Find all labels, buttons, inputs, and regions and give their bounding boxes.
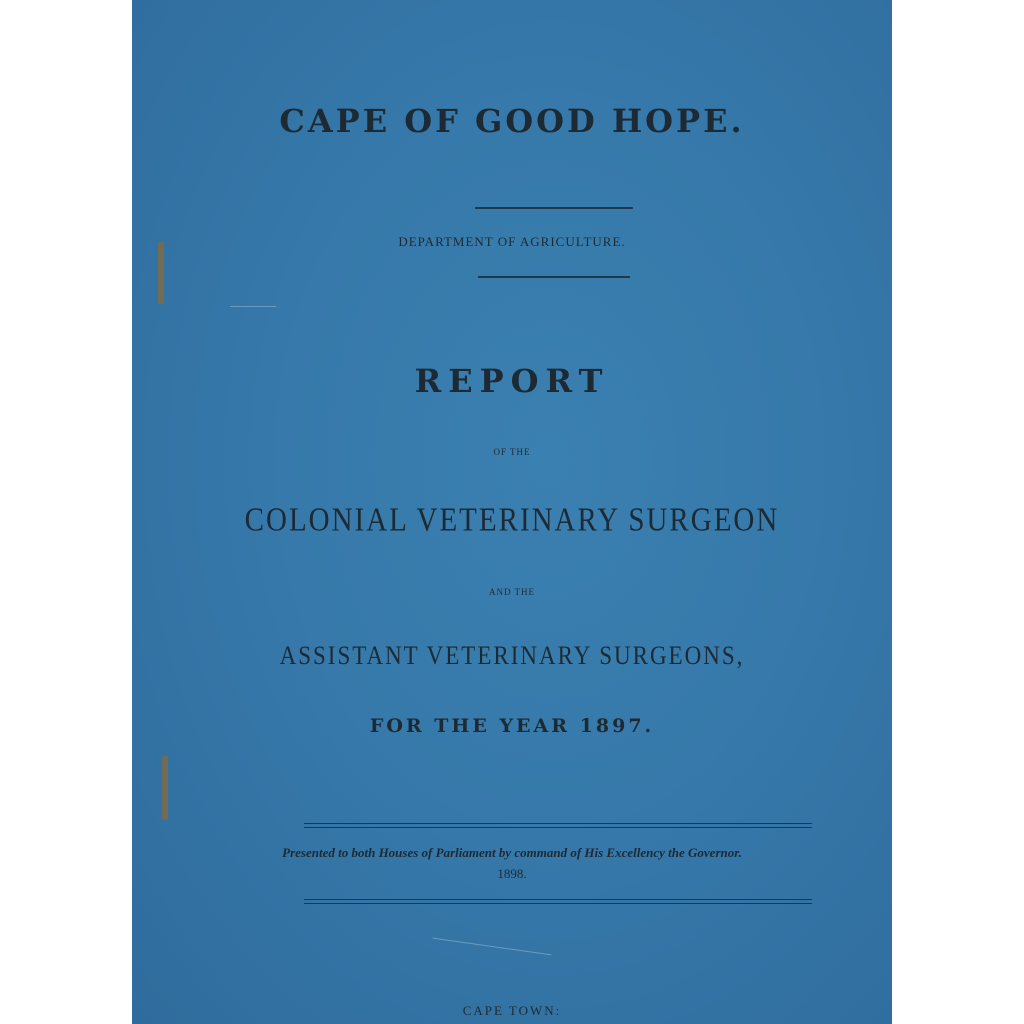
report-cover [132, 0, 892, 1024]
divider-rule [475, 207, 633, 209]
paper-scuff [230, 306, 276, 307]
double-rule-top [304, 827, 812, 828]
publication-place: CAPE TOWN: [462, 1003, 562, 1018]
connector-and-the: AND THE [488, 587, 536, 597]
connector-of-the: OF THE [493, 447, 531, 457]
department-name: DEPARTMENT OF AGRICULTURE. [398, 234, 626, 249]
colonial-surgeon-line: COLONIAL VETERINARY SURGEON [244, 501, 780, 539]
double-rule-bottom [304, 903, 812, 904]
assistant-surgeons-line: ASSISTANT VETERINARY SURGEONS, [279, 641, 745, 670]
presentation-note: Presented to both Houses of Parliament by command of His Excellency the Governor. [282, 845, 742, 860]
staple-mark-top [158, 242, 164, 304]
presentation-year: 1898. [497, 866, 527, 881]
cover-title: CAPE OF GOOD HOPE. [279, 102, 745, 140]
report-heading: REPORT [414, 362, 610, 400]
divider-rule [478, 276, 630, 278]
double-rule-top [304, 823, 812, 824]
staple-mark-bottom [162, 756, 168, 820]
report-year-line: FOR THE YEAR 1897. [369, 715, 655, 737]
paper-scuff [433, 938, 552, 956]
double-rule-bottom [304, 899, 812, 900]
